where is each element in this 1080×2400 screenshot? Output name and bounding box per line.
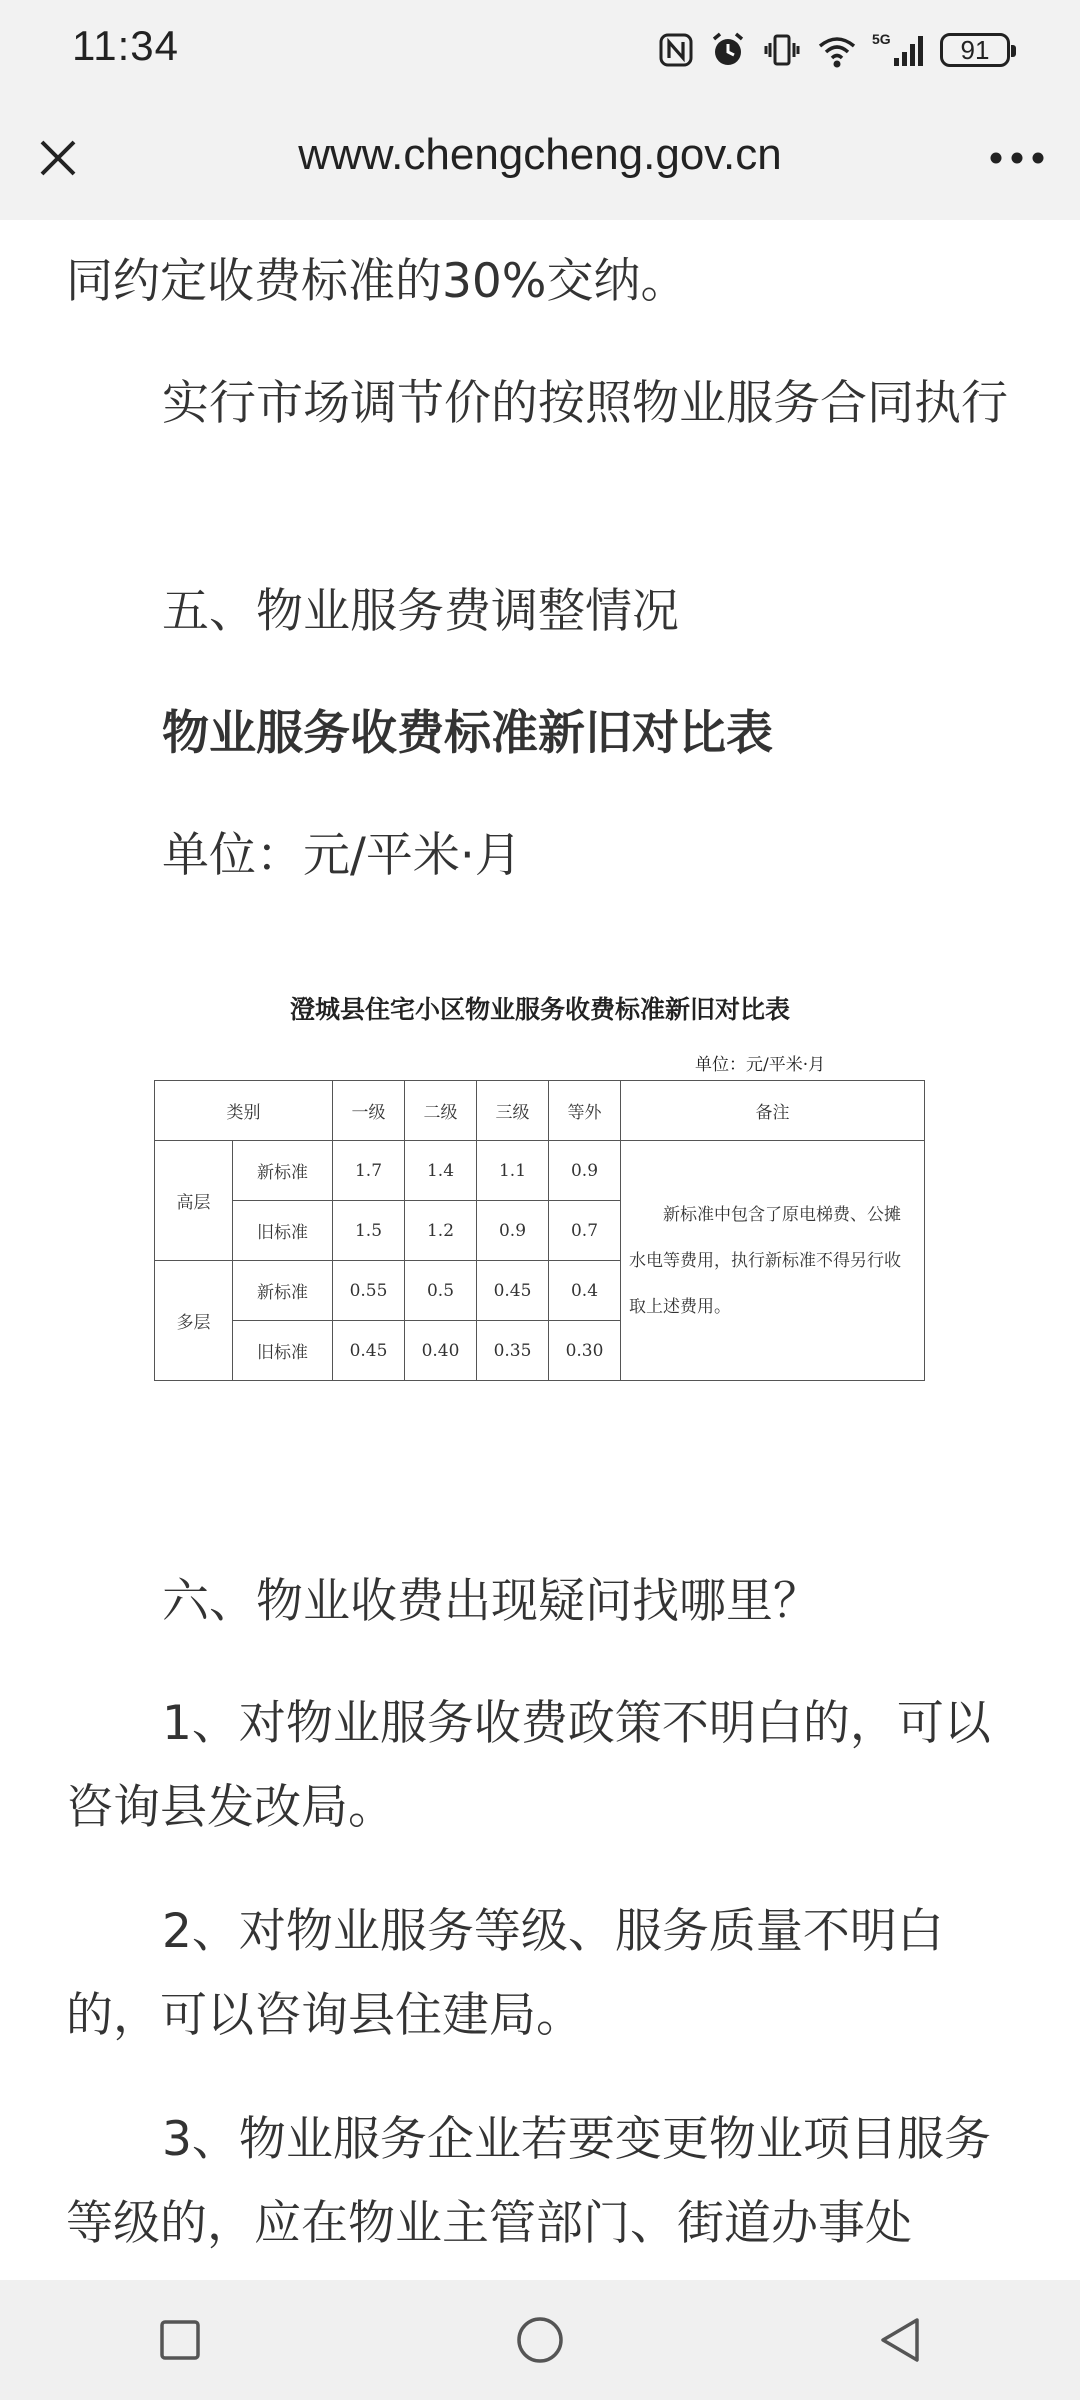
section-heading-inquiries: 六、物业收费出现疑问找哪里？ [162,1574,820,1629]
table-cell: 1.1 [477,1141,549,1201]
comparison-table-image [150,760,930,1400]
table-note-text: 新标准中包含了原电梯费、公摊水电等费用，执行新标准不得另行收取上述费用。 [629,1204,901,1317]
url-display[interactable]: www.chengcheng.gov.cn [298,130,782,179]
table-cell: 0.40 [405,1321,477,1381]
status-time: 11:34 [72,22,179,69]
table-cell: 0.45 [477,1261,549,1321]
article-content [0,220,1080,2280]
group-multi-storey: 多层 [155,1261,233,1381]
unit-label: 单位：元/平米·月 [162,828,522,883]
paragraph-market-price: 实行市场调节价的按照物业服务合同执行 [162,376,1008,431]
table-note [621,1141,925,1381]
recents-square-icon [158,2318,202,2362]
nfc-icon [658,32,694,68]
table-cell: 0.7 [549,1201,621,1261]
row-label-new: 新标准 [233,1141,333,1201]
header-note: 备注 [621,1081,925,1141]
status-icons [658,26,1010,74]
group-high-rise: 高层 [155,1141,233,1261]
row-label-new: 新标准 [233,1261,333,1321]
more-icon [989,151,1045,165]
back-button[interactable] [855,2295,945,2385]
table-title: 澄城县住宅小区物业服务收费标准新旧对比表 [289,995,790,1024]
paragraph-item-3: 3、物业服务企业若要变更物业项目服务等级的，应在物业主管部门、街道办事处 [66,2112,991,2251]
table-cell: 0.55 [333,1261,405,1321]
table-cell: 0.9 [477,1201,549,1261]
table-cell: 1.5 [333,1201,405,1261]
alarm-icon [708,30,748,70]
table-cell: 0.35 [477,1321,549,1381]
5g-signal-icon [872,30,926,70]
fee-comparison-table [154,1080,925,1381]
more-options-button[interactable] [982,128,1052,188]
table-cell: 1.2 [405,1201,477,1261]
browser-toolbar [0,100,1080,220]
vibrate-icon [762,30,802,70]
svg-text:5G: 5G [872,31,891,47]
row-label-old: 旧标准 [233,1321,333,1381]
table-cell: 1.4 [405,1141,477,1201]
table-cell: 1.7 [333,1141,405,1201]
header-level2: 二级 [405,1081,477,1141]
table-cell: 0.4 [549,1261,621,1321]
home-button[interactable] [495,2295,585,2385]
header-level3: 三级 [477,1081,549,1141]
paragraph-item-2: 2、对物业服务等级、服务质量不明白的，可以咨询县住建局。 [66,1904,944,2043]
paragraph-fee-ratio: 同约定收费标准的30%交纳。 [66,254,688,309]
table-cell: 0.45 [333,1321,405,1381]
section-heading-fee-adjustment: 五、物业服务费调整情况 [162,584,679,639]
table-row [155,1141,925,1201]
table-header-row [155,1081,925,1141]
table-unit: 单位：元/平米·月 [695,1055,826,1075]
row-label-old: 旧标准 [233,1201,333,1261]
header-category: 类别 [155,1081,333,1141]
table-caption: 物业服务收费标准新旧对比表 [162,706,773,761]
paragraph-item-1: 1、对物业服务收费政策不明白的，可以咨询县发改局。 [66,1696,991,1835]
navigation-bar [0,2280,1080,2400]
wifi-icon [816,30,858,70]
table-cell: 0.5 [405,1261,477,1321]
recents-button[interactable] [135,2295,225,2385]
home-circle-icon [515,2315,565,2365]
back-triangle-icon [877,2315,923,2365]
status-bar [0,0,1080,100]
table-cell: 0.30 [549,1321,621,1381]
header-extra: 等外 [549,1081,621,1141]
table-cell: 0.9 [549,1141,621,1201]
battery-indicator: 91 [940,33,1010,67]
header-level1: 一级 [333,1081,405,1141]
